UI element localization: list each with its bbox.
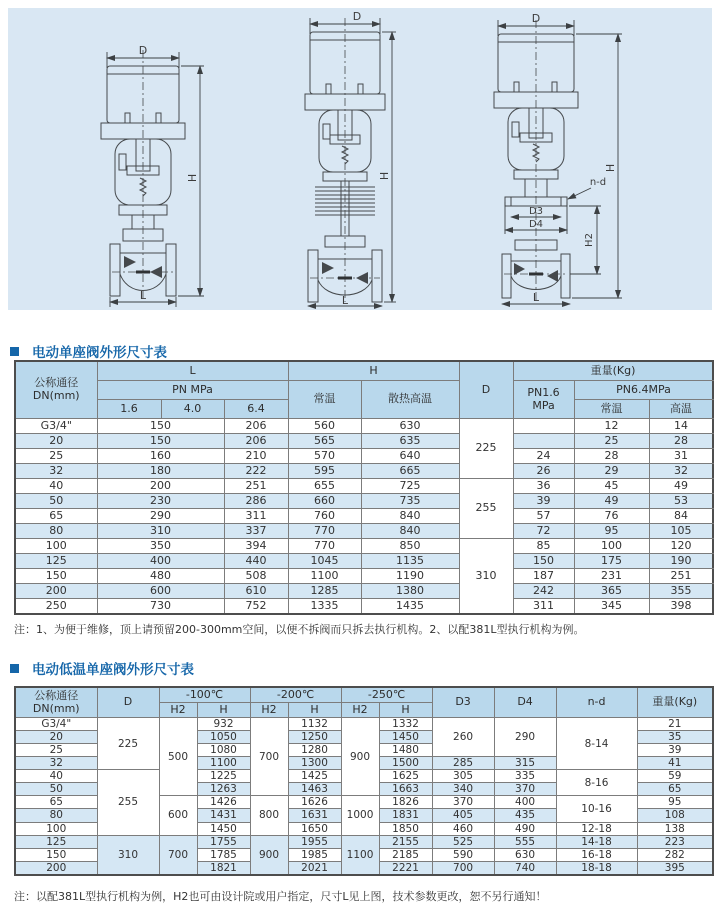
table-cell: 1100 [341,835,379,875]
table-row [15,419,713,434]
table-cell: 8-16 [556,770,637,796]
table-cell: 20 [15,434,97,449]
table-cell: 310 [97,835,159,875]
table-cell: 1135 [361,554,459,569]
table-row [15,479,713,494]
table-cell: 1045 [288,554,361,569]
table-cell: 20 [15,731,97,744]
column-header: H [197,703,250,718]
table-cell: 480 [97,569,224,584]
table-cell: 1435 [361,599,459,615]
table-cell: 50 [15,783,97,796]
table-cell: 39 [637,744,713,757]
table-cell: 700 [159,835,197,875]
table-cell: 26 [513,464,574,479]
table-cell: 150 [97,434,224,449]
table-cell: 286 [224,494,288,509]
table-cell: 95 [637,796,713,809]
table-cell: 900 [341,718,379,796]
table-cell: 231 [574,569,649,584]
table-cell: 41 [637,757,713,770]
table-cell: 1463 [288,783,341,796]
table-cell: 1263 [197,783,250,796]
table-cell: 150 [97,419,224,434]
dim-label-h2: H2 [584,233,595,247]
table-cell: 35 [637,731,713,744]
table-cell: 150 [15,569,97,584]
table-cell: 460 [432,822,494,835]
column-header: 公称通径 DN(mm) [15,361,97,419]
table-cell: 508 [224,569,288,584]
table-cell: 14 [649,419,713,434]
table-cell: 1500 [379,757,432,770]
table-cell: 525 [432,835,494,848]
table-cell: 315 [494,757,556,770]
table-cell: 752 [224,599,288,615]
table-cell: 305 [432,770,494,783]
column-header: L [97,361,288,381]
valve-diagram-low-temperature [494,12,622,304]
column-header: PN MPa [97,381,288,400]
table-cell: 59 [637,770,713,783]
table-cell: 1132 [288,718,341,731]
low-temp-dimension-table [14,686,714,876]
column-header: 高温 [649,400,713,419]
column-header: 1.6 [97,400,161,419]
table-cell: 1985 [288,848,341,861]
table-cell: 18-18 [556,861,637,875]
table-cell: 260 [432,718,494,757]
table-cell: 398 [649,599,713,615]
table-cell: 85 [513,539,574,554]
column-header: D [97,687,159,718]
table-cell: 400 [97,554,224,569]
table-cell: 2221 [379,861,432,875]
table-cell: 840 [361,524,459,539]
table-cell: 84 [649,509,713,524]
table-cell: 365 [574,584,649,599]
table-cell: 138 [637,822,713,835]
table-cell: 340 [432,783,494,796]
table-cell: 370 [494,783,556,796]
dim-label-d3: D3 [528,206,544,217]
table-cell: 1480 [379,744,432,757]
table-cell: 2185 [379,848,432,861]
column-header: 常温 [288,381,361,419]
table-cell: 225 [97,718,159,770]
section-title-single-seat [10,341,167,361]
table-cell: 1450 [379,731,432,744]
table-cell: 32 [649,464,713,479]
table-cell: 1335 [288,599,361,615]
column-header: H [288,703,341,718]
table-cell: 1821 [197,861,250,875]
table-cell: 285 [432,757,494,770]
table-cell: 53 [649,494,713,509]
table-cell: 395 [637,861,713,875]
table-cell: 770 [288,539,361,554]
table-cell: 700 [250,718,288,796]
table-cell: 355 [649,584,713,599]
table-cell: 400 [494,796,556,809]
table-cell: 310 [459,539,513,615]
table-cell: 500 [159,718,197,796]
table-cell: 1663 [379,783,432,796]
table-cell: 1426 [197,796,250,809]
table-cell: 311 [513,599,574,615]
table-cell: 25 [15,744,97,757]
valve-diagram-heat-dissipation [305,10,396,307]
table-cell: 12-18 [556,822,637,835]
dim-label-l: L [341,294,349,307]
table-cell: 725 [361,479,459,494]
table-cell: 345 [574,599,649,615]
column-header: PN6.4MPa [574,381,713,400]
column-header: -200℃ [250,687,341,703]
table-cell: 100 [15,539,97,554]
table-cell: 630 [361,419,459,434]
section-title-low-temp [10,658,194,678]
table-cell: 32 [15,757,97,770]
table-cell: 255 [459,479,513,539]
table-cell: 200 [97,479,224,494]
table-cell: 40 [15,770,97,783]
valve-diagrams-svg [8,8,712,310]
table-cell: 310 [97,524,224,539]
table-cell: 65 [15,509,97,524]
table-row [15,554,713,569]
table-cell: 1650 [288,822,341,835]
table-cell: 14-18 [556,835,637,848]
section-title-text: 电动低温单座阀外形尺寸表 [32,662,194,678]
dim-label-h: H [186,173,199,183]
table-row [15,718,713,731]
table-cell: 12 [574,419,649,434]
table-row [15,835,713,848]
table-cell: 223 [637,835,713,848]
table-cell: 187 [513,569,574,584]
dim-label-d: D [352,10,362,23]
dim-label-h: H [604,163,617,173]
square-bullet-icon [10,347,19,356]
table-cell: 1631 [288,809,341,822]
table1-note: 注：1、为便于维修，顶上请预留200-300mm空间，以便不拆阀而只拆去执行机构。2、以配381L型执行机构为例。 [14,623,585,636]
table-cell: 206 [224,419,288,434]
table-cell: 665 [361,464,459,479]
column-header: H [288,361,459,381]
table-cell: 206 [224,434,288,449]
table-cell: 49 [574,494,649,509]
column-header: 重量(Kg) [513,361,713,381]
table-cell: 25 [15,449,97,464]
table-cell: 1080 [197,744,250,757]
table-cell: 65 [15,796,97,809]
table-cell: 250 [15,599,97,615]
table-cell: 560 [288,419,361,434]
square-bullet-icon [10,664,19,673]
table-cell: 120 [649,539,713,554]
table-row [15,434,713,449]
table-cell: 1000 [341,796,379,835]
dim-label-d4: D4 [528,219,544,230]
column-header: D4 [494,687,556,718]
table-cell: 1250 [288,731,341,744]
table-cell: 80 [15,809,97,822]
table-cell: 40 [15,479,97,494]
table-cell: 700 [432,861,494,875]
table-cell: 1785 [197,848,250,861]
table-cell: 160 [97,449,224,464]
table-cell: 200 [15,584,97,599]
table-cell: 25 [574,434,649,449]
table-cell: 1425 [288,770,341,783]
table-cell: 440 [224,554,288,569]
table-cell: 251 [224,479,288,494]
table-cell: 840 [361,509,459,524]
table-cell: 760 [288,509,361,524]
table-cell: 222 [224,464,288,479]
table-cell: 1225 [197,770,250,783]
table-cell: 125 [15,835,97,848]
table-cell: 108 [637,809,713,822]
table-cell: 28 [574,449,649,464]
valve-diagram-panel [8,8,712,310]
table-cell: 640 [361,449,459,464]
header-row [15,361,713,381]
table-cell: 125 [15,554,97,569]
column-header: PN1.6 MPa [513,381,574,419]
dim-label-d: D [138,44,148,57]
table-cell: 1332 [379,718,432,731]
table-cell: 730 [97,599,224,615]
table-cell: 21 [637,718,713,731]
table-cell: 210 [224,449,288,464]
table-cell: 242 [513,584,574,599]
dim-label-nd: n-d [589,177,607,188]
section-title-text: 电动单座阀外形尺寸表 [32,345,167,361]
table-cell: 31 [649,449,713,464]
table-cell: 1850 [379,822,432,835]
table-cell: 57 [513,509,574,524]
table-cell: 65 [637,783,713,796]
table-cell: 850 [361,539,459,554]
table-cell: 394 [224,539,288,554]
table-cell: 100 [574,539,649,554]
table-cell: 1380 [361,584,459,599]
column-header: 4.0 [161,400,224,419]
single-seat-dimension-table [14,360,714,615]
table-cell: 76 [574,509,649,524]
table-cell: 735 [361,494,459,509]
table-cell: 72 [513,524,574,539]
table-row [15,539,713,554]
header-row [15,381,713,400]
table-cell: 435 [494,809,556,822]
table-cell: 36 [513,479,574,494]
table-cell: 8-14 [556,718,637,770]
table-cell: 1626 [288,796,341,809]
table-row [15,599,713,615]
table-cell: 1826 [379,796,432,809]
table-cell: 150 [513,554,574,569]
table-cell: 635 [361,434,459,449]
table-cell: 555 [494,835,556,848]
table-cell: 337 [224,524,288,539]
table-cell: 1100 [197,757,250,770]
table-cell: 370 [432,796,494,809]
table-cell: 100 [15,822,97,835]
table-cell: 2021 [288,861,341,875]
table-cell: 24 [513,449,574,464]
table-cell: G3/4" [15,718,97,731]
table-cell: 600 [97,584,224,599]
valve-diagram-standard [101,44,204,307]
column-header: -100℃ [159,687,250,703]
column-header: H2 [159,703,197,718]
table-cell: 16-18 [556,848,637,861]
table-cell: 1831 [379,809,432,822]
table-row [15,569,713,584]
table-cell: 1285 [288,584,361,599]
table-cell: 1190 [361,569,459,584]
table-cell: 225 [459,419,513,479]
table-cell: 190 [649,554,713,569]
column-header: 散热高温 [361,381,459,419]
table-cell: 800 [250,796,288,835]
table-cell: 595 [288,464,361,479]
table-cell: 590 [432,848,494,861]
table-cell: 630 [494,848,556,861]
table-cell: 1450 [197,822,250,835]
column-header: H [379,703,432,718]
table-cell: 770 [288,524,361,539]
table-cell: 28 [649,434,713,449]
table-cell: 282 [637,848,713,861]
table-row [15,524,713,539]
table-cell: G3/4" [15,419,97,434]
dim-label-d: D [531,12,541,25]
table-cell: 49 [649,479,713,494]
column-header: -250℃ [341,687,432,703]
table-cell: 1100 [288,569,361,584]
table-cell: 105 [649,524,713,539]
table-cell: 740 [494,861,556,875]
table-cell: 45 [574,479,649,494]
table2-note: 注：以配381L型执行机构为例，H2也可由设计院或用户指定，尺寸L见上图，技术参数更改，恕不另行通知！ [14,890,547,903]
table-row [15,449,713,464]
table-cell: 1755 [197,835,250,848]
column-header: D [459,361,513,419]
table-cell: 80 [15,524,97,539]
table-cell: 50 [15,494,97,509]
table-cell: 1050 [197,731,250,744]
table-cell: 95 [574,524,649,539]
column-header: 常温 [574,400,649,419]
table-cell: 565 [288,434,361,449]
column-header: 公称通径 DN(mm) [15,687,97,718]
table-cell: 180 [97,464,224,479]
table-cell [513,434,574,449]
column-header: n-d [556,687,637,718]
table-cell: 29 [574,464,649,479]
table-cell: 932 [197,718,250,731]
table-cell: 10-16 [556,796,637,822]
column-header: D3 [432,687,494,718]
table-cell: 350 [97,539,224,554]
table-cell: 175 [574,554,649,569]
dim-label-h: H [378,171,391,181]
column-header: 6.4 [224,400,288,419]
column-header: H2 [341,703,379,718]
table-row [15,494,713,509]
table-row [15,509,713,524]
column-header: H2 [250,703,288,718]
table-row [15,584,713,599]
table-cell: 335 [494,770,556,783]
header-row [15,687,713,703]
column-header: 重量(Kg) [637,687,713,718]
table-cell: 290 [97,509,224,524]
table-cell: 900 [250,835,288,875]
table-cell: 255 [97,770,159,835]
dim-label-l: L [532,291,540,304]
table-cell: 2155 [379,835,432,848]
table-row [15,464,713,479]
table-cell: 230 [97,494,224,509]
table-cell: 600 [159,796,197,835]
table-cell: 405 [432,809,494,822]
table-cell: 1625 [379,770,432,783]
table-cell: 200 [15,861,97,875]
table-cell: 655 [288,479,361,494]
table-cell: 490 [494,822,556,835]
table-cell: 660 [288,494,361,509]
table-cell: 610 [224,584,288,599]
table-cell: 1955 [288,835,341,848]
table-cell: 1280 [288,744,341,757]
table-cell: 570 [288,449,361,464]
table-cell: 290 [494,718,556,757]
table-cell: 1431 [197,809,250,822]
table-cell: 39 [513,494,574,509]
table-cell: 1300 [288,757,341,770]
table-cell: 150 [15,848,97,861]
table-cell: 311 [224,509,288,524]
table-cell: 251 [649,569,713,584]
table-cell: 32 [15,464,97,479]
table-cell [513,419,574,434]
dim-label-l: L [139,289,147,302]
